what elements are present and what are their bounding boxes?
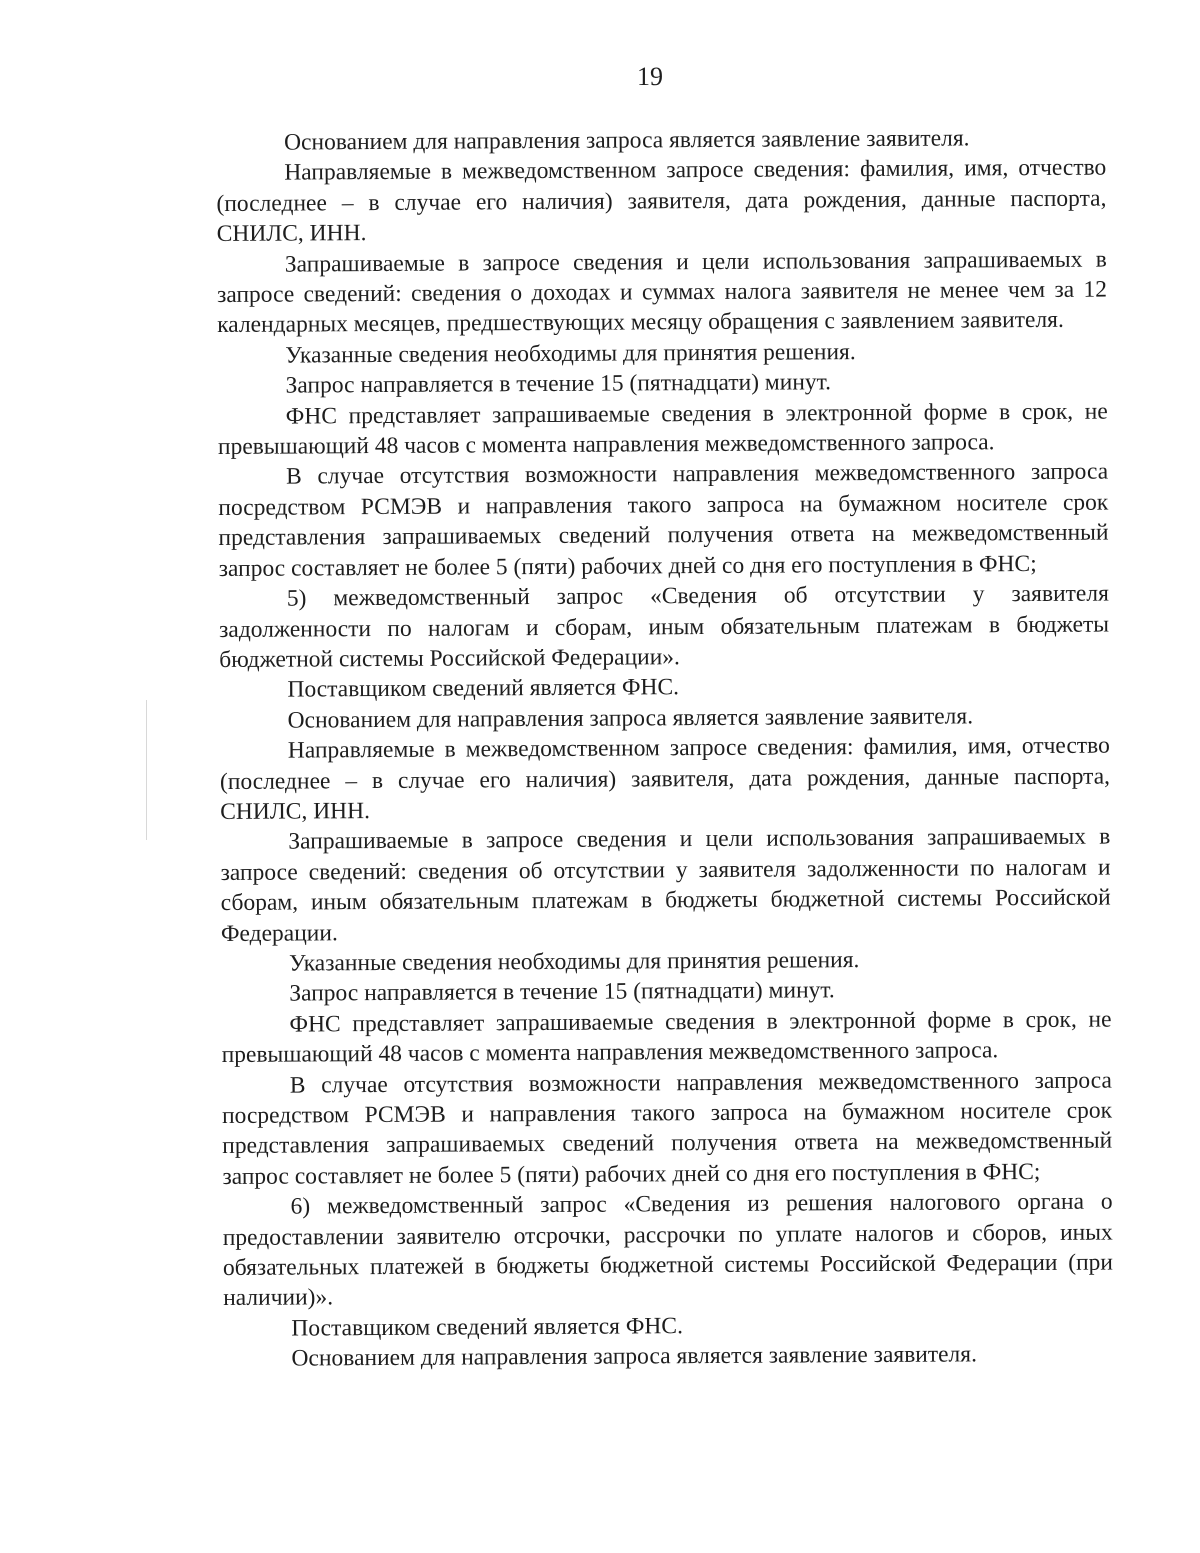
paragraph: ФНС представляет запрашиваемые сведения в электронной форме в срок, не превышающий 48 часов с момента направления межведомственного запроса. bbox=[217, 398, 1108, 461]
paragraph: Запрашиваемые в запросе сведения и цели использования запрашиваемых в запросе сведений: сведения о доходах и суммах налога заявителя не менее чем за 12 календарных месяцев, предшествующих месяцу обращения с заявлением заявителя. bbox=[216, 246, 1108, 339]
paragraph: Направляемые в межведомственном запросе сведения: фамилия, имя, отчество (последнее – в случае его наличия) заявителя, дата рождения, данные паспорта, СНИЛС, ИНН. bbox=[219, 732, 1111, 825]
page-number: 19 bbox=[637, 62, 663, 91]
document-body bbox=[216, 123, 1114, 1375]
paragraph: Основанием для направления запроса является заявление заявителя. bbox=[284, 125, 970, 156]
paragraph: 6) межведомственный запрос «Сведения из решения налогового органа о предоставлении заявителю отсрочки, рассрочки по уплате налогов и сборов, иных обязательных платежей в бюджеты бюджетной системы Российской Федерации (при наличии)». bbox=[222, 1188, 1114, 1312]
paragraph: Запрос направляется в течение 15 (пятнадцати) минут. bbox=[289, 977, 835, 1007]
paragraph: Указанные сведения необходимы для принятия решения. bbox=[285, 338, 856, 369]
paragraph: Направляемые в межведомственном запросе сведения: фамилия, имя, отчество (последнее – в случае его наличия) заявителя, дата рождения, данные паспорта, СНИЛС, ИНН. bbox=[216, 154, 1107, 248]
paragraph: Основанием для направления запроса является заявление заявителя. bbox=[291, 1341, 978, 1372]
paragraph: Поставщиком сведений является ФНС. bbox=[287, 674, 680, 703]
paragraph: 5) межведомственный запрос «Сведения об отсутствии у заявителя задолженности по налогам и сборам, иным обязательным платежам в бюджеты бюджетной системы Российской Федерации». bbox=[218, 580, 1110, 673]
paragraph: Запрашиваемые в запросе сведения и цели использования запрашиваемых в запросе сведений: сведения об отсутствии у заявителя задолженности по налогам и сборам, иным обязательным платежам в бюджеты бюджетной системы Российской Федерации. bbox=[220, 823, 1111, 947]
paragraph: Основанием для направления запроса является заявление заявителя. bbox=[287, 703, 974, 734]
paragraph: В случае отсутствия возможности направления межведомственного запроса посредством РСМЭВ и направления такого запроса на бумажном носителе срок представления запрашиваемых сведений получения ответа на межведомственный запрос составляет не более 5 (пяти) рабочих дней со дня его поступления в ФНС; bbox=[218, 459, 1109, 582]
scan-artifact bbox=[146, 700, 147, 840]
paragraph: В случае отсутствия возможности направления межведомственного запроса посредством РСМЭВ и направления такого запроса на бумажном носителе срок представления запрашиваемых сведений получения ответа на межведомственный запрос составляет не более 5 (пяти) рабочих дней со дня его поступления в ФНС; bbox=[221, 1067, 1113, 1190]
paragraph: Указанные сведения необходимы для принятия решения. bbox=[289, 947, 860, 977]
paragraph: Запрос направляется в течение 15 (пятнадцати) минут. bbox=[285, 369, 832, 399]
paragraph: ФНС представляет запрашиваемые сведения в электронной форме в срок, не превышающий 48 часов с момента направления межведомственного запроса. bbox=[221, 1006, 1112, 1069]
paragraph: Поставщиком сведений является ФНС. bbox=[291, 1313, 684, 1342]
